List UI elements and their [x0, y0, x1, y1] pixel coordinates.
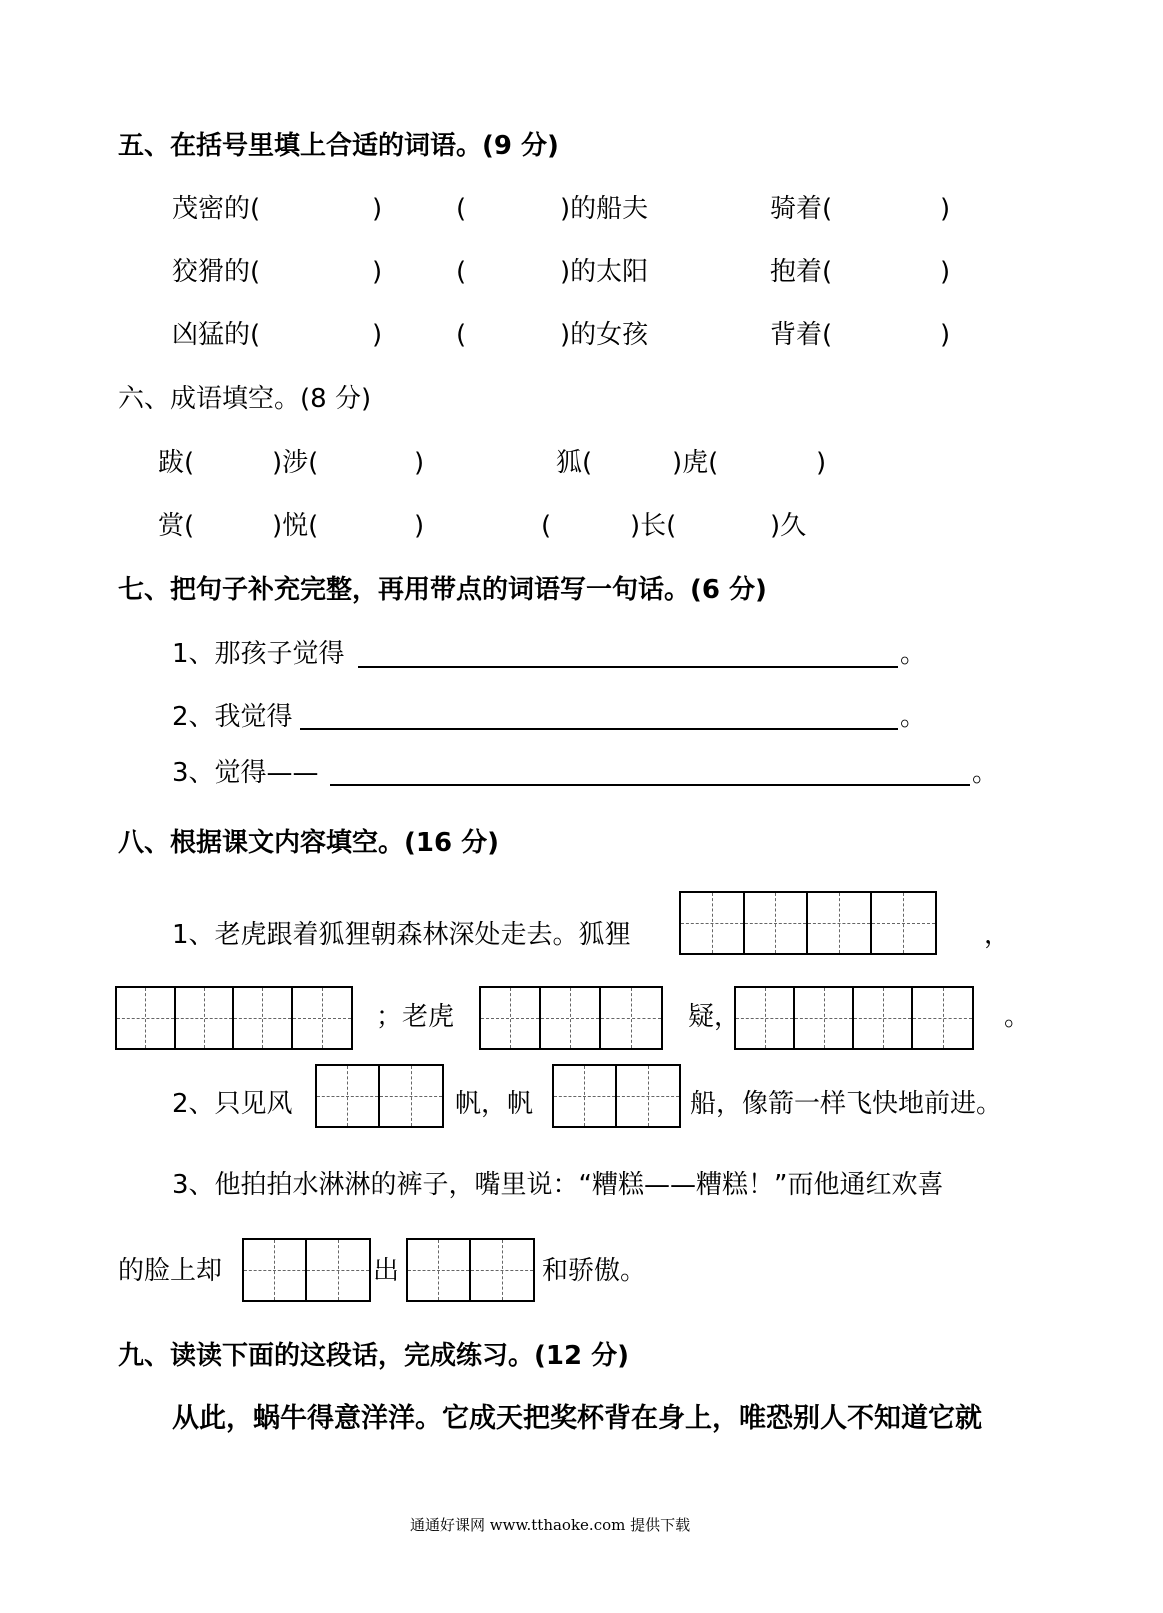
blank-close: )	[940, 320, 951, 350]
blank-prefix: 茂密的(	[172, 194, 261, 224]
blank-suffix: )的女孩	[560, 320, 649, 350]
idiom-part: (	[541, 511, 552, 541]
reading-passage: 从此，蜗牛得意洋洋。它成天把奖杯背在身上，唯恐别人不知道它就	[172, 1403, 982, 1434]
question-8-2-mid: 帆，帆	[455, 1089, 534, 1119]
question-8-2-text: 2、只见风	[172, 1089, 293, 1119]
question-8-1-mid1: ；老虎	[376, 1002, 455, 1032]
section-7-title: 七、把句子补充完整，再用带点的词语写一句话。(6 分)	[118, 575, 767, 605]
period: 。	[1004, 1002, 1031, 1032]
blank-close: )	[372, 194, 383, 224]
idiom-part: )久	[770, 511, 807, 541]
idiom-part: 赏(	[158, 511, 195, 541]
char-grid-2[interactable]	[406, 1238, 535, 1302]
answer-line[interactable]	[300, 728, 898, 730]
blank-close: )	[940, 194, 951, 224]
blank-suffix: )的船夫	[560, 194, 649, 224]
question-8-1-text: 1、老虎跟着狐狸朝森林深处走去。狐狸	[172, 920, 631, 950]
section-9-title: 九、读读下面的这段话，完成练习。(12 分)	[118, 1341, 629, 1371]
idiom-part: )	[816, 448, 827, 478]
question-8-3-line1: 3、他拍拍水淋淋的裤子，嘴里说：“糟糕——糟糕！”而他通红欢喜	[172, 1170, 944, 1200]
blank-prefix: 凶猛的(	[172, 320, 261, 350]
sentence-end: 。	[972, 758, 999, 788]
idiom-part: 跋(	[158, 448, 195, 478]
char-grid-4[interactable]	[679, 891, 937, 955]
idiom-part: )涉(	[272, 448, 319, 478]
sentence-label: 2、我觉得	[172, 702, 293, 732]
blank-open: (	[456, 257, 467, 287]
blank-prefix: 狡猾的(	[172, 257, 261, 287]
question-8-2-end: 船，像箭一样飞快地前进。	[690, 1089, 1003, 1119]
char-grid-3[interactable]	[479, 986, 663, 1050]
sentence-end: 。	[900, 702, 927, 732]
question-8-1-mid2: 疑，	[688, 1002, 741, 1032]
blank-close: )	[940, 257, 951, 287]
section-6-title: 六、成语填空。(8 分)	[118, 384, 372, 414]
footer-text: 通通好课网 www.tthaoke.com 提供下载	[410, 1516, 691, 1534]
comma: ，	[984, 920, 1011, 950]
blank-open: (	[456, 194, 467, 224]
idiom-part: )悦(	[272, 511, 319, 541]
sentence-label: 3、觉得——	[172, 758, 319, 788]
char-grid-4[interactable]	[734, 986, 974, 1050]
idiom-part: )	[414, 448, 425, 478]
char-grid-2[interactable]	[315, 1064, 444, 1128]
blank-close: )	[372, 320, 383, 350]
blank-prefix: 骑着(	[770, 194, 833, 224]
char-grid-2[interactable]	[552, 1064, 681, 1128]
blank-close: )	[372, 257, 383, 287]
blank-suffix: )的太阳	[560, 257, 649, 287]
question-8-3-line2a: 的脸上却	[118, 1256, 223, 1286]
char-grid-4[interactable]	[115, 986, 353, 1050]
blank-prefix: 抱着(	[770, 257, 833, 287]
idiom-part: )长(	[630, 511, 677, 541]
section-5-title: 五、在括号里填上合适的词语。(9 分)	[118, 131, 559, 161]
sentence-end: 。	[900, 639, 927, 669]
section-8-title: 八、根据课文内容填空。(16 分)	[118, 828, 499, 858]
idiom-part: )虎(	[672, 448, 719, 478]
idiom-part: )	[414, 511, 425, 541]
answer-line[interactable]	[330, 784, 970, 786]
blank-prefix: 背着(	[770, 320, 833, 350]
answer-line[interactable]	[358, 666, 898, 668]
blank-open: (	[456, 320, 467, 350]
question-8-3-line2b: 出	[373, 1256, 400, 1286]
char-grid-2[interactable]	[242, 1238, 371, 1302]
question-8-3-line2c: 和骄傲。	[542, 1256, 647, 1286]
sentence-label: 1、那孩子觉得	[172, 639, 345, 669]
idiom-part: 狐(	[556, 448, 593, 478]
